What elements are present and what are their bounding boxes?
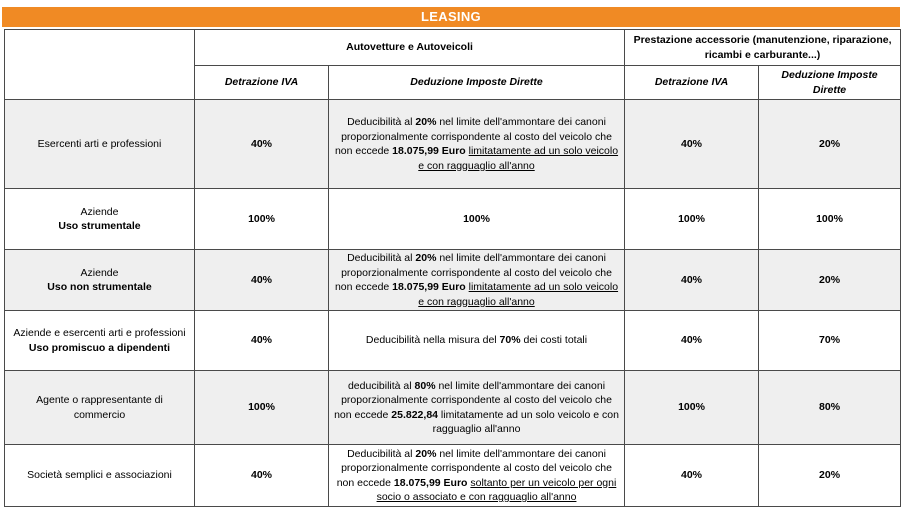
category-label: Aziende [80, 266, 119, 279]
imposte-accessorie-cell: 20% [759, 100, 901, 189]
imposte-accessorie-cell: 100% [759, 189, 901, 250]
desc-bold: 18.075,99 Euro [392, 281, 466, 293]
desc-text: nel limite dell'ammontare dei canoni proporzionalmente corrispondente al costo del veicolo che non eccede [334, 379, 612, 421]
desc-text: dei costi totali [520, 334, 588, 347]
category-label: Agente o rappresentante di commercio [36, 394, 163, 421]
category-sublabel: Uso strumentale [58, 220, 141, 232]
desc-text: deducibilità al [347, 379, 415, 392]
iva-accessorie-cell: 40% [625, 250, 759, 311]
desc-underlined: limitatamente ad un solo veicolo e con ragguaglio all'anno [418, 145, 619, 172]
desc-text: Deducibilità al [347, 116, 416, 128]
category-sublabel: Uso promiscuo a dipendenti [28, 341, 171, 354]
header-detrazione-iva: Detrazione IVA [195, 66, 329, 100]
iva-cell: 40% [195, 311, 329, 371]
deduction-description-cell [329, 311, 625, 371]
deduction-description-cell [329, 445, 625, 507]
imposte-accessorie-cell: 70% [759, 311, 901, 371]
category-label: Società semplici e associazioni [27, 469, 172, 482]
desc-bold: 25.822,84 [391, 408, 438, 421]
desc-text: nel limite dell'ammontare dei canoni proporzionalmente corrispondente al costo del veicolo che non eccede [336, 447, 612, 489]
category-cell [5, 371, 195, 445]
table-row [5, 189, 901, 250]
category-cell [5, 250, 195, 311]
category-cell [5, 100, 195, 189]
category-sublabel: Uso non strumentale [47, 281, 152, 293]
iva-cell: 100% [195, 371, 329, 445]
iva-cell: 40% [195, 100, 329, 189]
desc-text: limitatamente ad un solo veicolo e con ragguaglio all'anno [432, 408, 619, 435]
category-label: Aziende e esercenti arti e professioni [13, 327, 186, 339]
deduction-description-cell [329, 100, 625, 189]
deduction-description-cell: 100% [329, 189, 625, 250]
desc-bold: 18.075,99 Euro [393, 476, 468, 489]
iva-accessorie-cell: 40% [625, 311, 759, 371]
desc-underlined: limitatamente ad un solo veicolo e con ragguaglio all'anno [418, 281, 619, 308]
category-cell [5, 445, 195, 507]
desc-text: nel limite dell'ammontare dei canoni proporzionalmente corrispondente al costo del veicolo che non eccede [334, 252, 612, 293]
desc-text: Deducibilità al [347, 252, 416, 264]
header-detrazione-iva-accessorie: Detrazione IVA [625, 66, 759, 100]
iva-cell: 100% [195, 189, 329, 250]
header-deduzione-imposte: Deduzione Imposte Dirette [329, 66, 625, 100]
desc-underlined: soltanto per un veicolo per ogni socio o associato e con ragguaglio all'anno [376, 476, 617, 503]
category-label: Esercenti arti e professioni [37, 137, 162, 150]
iva-accessorie-cell: 40% [625, 100, 759, 189]
header-autovetture: Autovetture e Autoveicoli [195, 30, 625, 66]
header-deduzione-imposte-accessorie: Deduzione Imposte Dirette [759, 66, 901, 100]
table-row [5, 445, 901, 507]
empty-corner-cell [5, 30, 195, 100]
deduction-description-cell [329, 371, 625, 445]
imposte-accessorie-cell: 80% [759, 371, 901, 445]
iva-cell: 40% [195, 445, 329, 507]
deduction-description-cell [329, 250, 625, 311]
desc-bold: 80% [414, 379, 436, 392]
iva-accessorie-cell: 100% [625, 189, 759, 250]
header-prestazione-accessorie: Prestazione accessorie (manutenzione, riparazione, ricambi e carburante...) [625, 30, 901, 66]
desc-bold: 20% [415, 116, 437, 128]
table-row [5, 371, 901, 445]
desc-text: Deducibilità al [347, 447, 416, 460]
leasing-table [4, 29, 901, 507]
desc-bold: 70% [499, 334, 521, 347]
imposte-accessorie-cell: 20% [759, 445, 901, 507]
imposte-accessorie-cell: 20% [759, 250, 901, 311]
iva-accessorie-cell: 40% [625, 445, 759, 507]
desc-text: Deducibilità nella misura del [365, 334, 500, 347]
table-row [5, 250, 901, 311]
category-cell [5, 311, 195, 371]
desc-bold: 20% [415, 447, 437, 460]
table-row [5, 311, 901, 371]
category-cell [5, 189, 195, 250]
table-row [5, 100, 901, 189]
leasing-title-banner: LEASING [2, 7, 900, 27]
iva-accessorie-cell: 100% [625, 371, 759, 445]
iva-cell: 40% [195, 250, 329, 311]
desc-bold: 20% [415, 252, 437, 264]
category-label: Aziende [80, 205, 119, 218]
desc-text: nel limite dell'ammontare dei canoni proporzionalmente corrispondente al costo del veicolo che non eccede [334, 116, 612, 157]
desc-bold: 18.075,99 Euro [392, 145, 466, 157]
